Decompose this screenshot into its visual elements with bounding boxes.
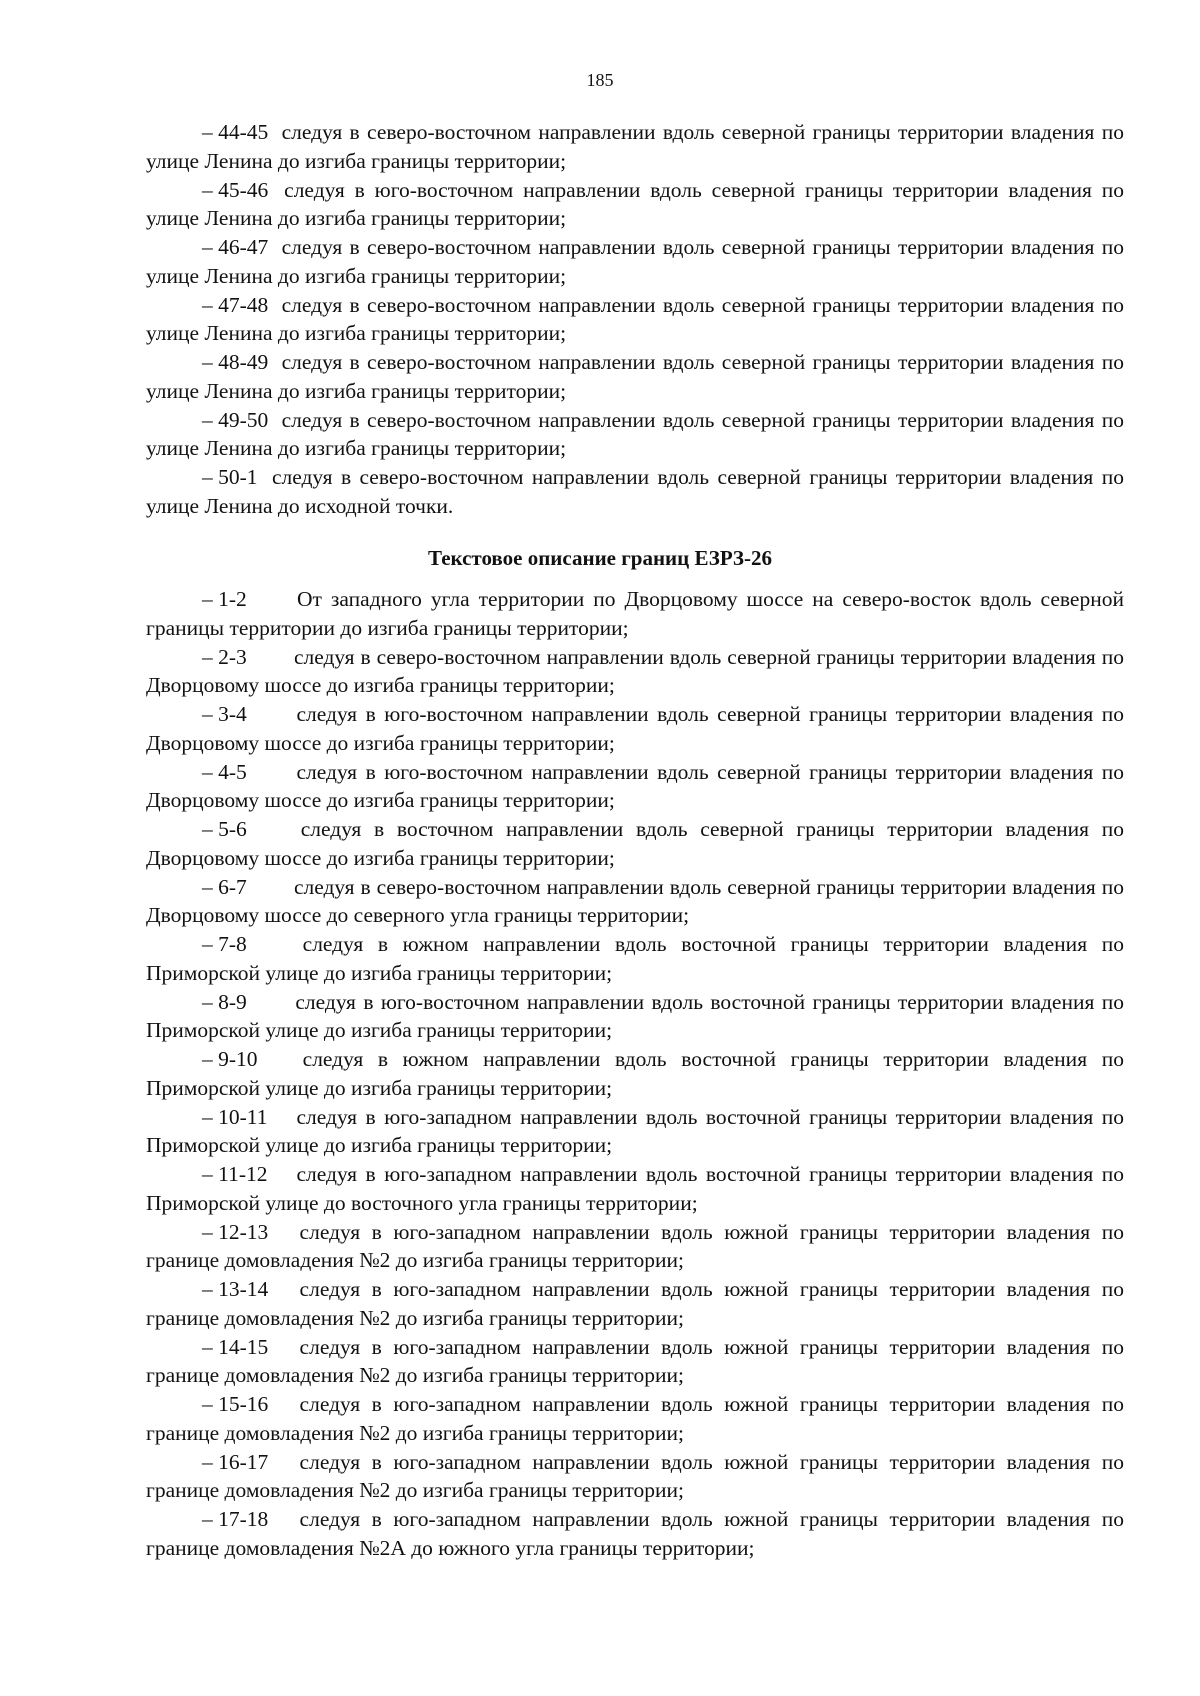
- segment-number: – 46-47: [202, 235, 269, 259]
- boundary-entry: [146, 643, 1124, 700]
- segment-description: следуя в юго-восточном направлении вдоль северной границы территории владения по Дворцовому шоссе до изгиба границы территории;: [146, 702, 1124, 755]
- boundary-entry: [146, 585, 1124, 642]
- segment-description: следуя в юго-восточном направлении вдоль северной границы территории владения по улице Ленина до изгиба границы территории;: [146, 177, 1124, 230]
- segment-number: – 47-48: [202, 292, 269, 317]
- boundary-entry: [146, 1218, 1124, 1275]
- segment-description: следуя в южном направлении вдоль восточной границы территории владения по Приморской улице до изгиба границы территории;: [146, 932, 1124, 985]
- boundary-entry: [146, 291, 1124, 348]
- segment-description: следуя в юго-восточном направлении вдоль восточной границы территории владения по Приморской улице до изгиба границы территории;: [146, 989, 1124, 1042]
- segment-number: – 2-3: [202, 644, 247, 669]
- segment-number: – 50-1: [202, 465, 258, 489]
- segment-number: – 10-11: [202, 1104, 268, 1129]
- boundary-entry: [146, 348, 1124, 405]
- segment-description: следуя в северо-восточном направлении вдоль северной границы территории владения по Дворцовому шоссе до изгиба границы территории;: [146, 644, 1124, 697]
- segment-description: следуя в северо-восточном направлении вдоль северной границы территории владения по улице Ленина до изгиба границы территории;: [146, 235, 1124, 288]
- boundary-entry: [146, 176, 1124, 233]
- segment-number: – 9-10: [202, 1047, 258, 1071]
- boundary-entry: [146, 233, 1124, 290]
- segment-description: следуя в северо-восточном направлении вдоль северной границы территории владения по улице Ленина до исходной точки.: [146, 465, 1124, 518]
- boundary-entry: [146, 1045, 1124, 1102]
- segment-number: – 6-7: [202, 874, 247, 899]
- boundary-entry: [146, 873, 1124, 930]
- segment-number: – 12-13: [202, 1219, 269, 1244]
- boundary-entry: [146, 758, 1124, 815]
- segment-number: – 15-16: [202, 1392, 269, 1416]
- segment-number: – 16-17: [202, 1449, 269, 1474]
- segment-number: – 44-45: [202, 120, 269, 144]
- segment-number: – 1-2: [202, 587, 247, 611]
- segment-description: следуя в северо-восточном направлении вдоль северной границы территории владения по улице Ленина до изгиба границы территории;: [146, 292, 1124, 345]
- segment-number: – 8-9: [202, 989, 247, 1014]
- segment-description: следуя в юго-западном направлении вдоль восточной границы территории владения по Приморской улице до изгиба границы территории;: [146, 1104, 1124, 1157]
- boundary-entry: [146, 700, 1124, 757]
- boundary-entry: [146, 988, 1124, 1045]
- segment-description: следуя в юго-западном направлении вдоль южной границы территории владения по границе домовладения №2 до изгиба границы территории;: [146, 1392, 1124, 1445]
- boundary-entry: [146, 1448, 1124, 1505]
- segment-number: – 17-18: [202, 1507, 269, 1531]
- segment-description: следуя в юго-восточном направлении вдоль северной границы территории владения по Дворцовому шоссе до изгиба границы территории;: [146, 759, 1124, 812]
- segment-number: – 3-4: [202, 702, 247, 726]
- segment-number: – 7-8: [202, 932, 247, 956]
- segment-description: следуя в юго-западном направлении вдоль южной границы территории владения по границе домовладения №2 до изгиба границы территории;: [146, 1449, 1124, 1502]
- segment-description: следуя в юго-западном направлении вдоль южной границы территории владения по границе домовладения №2 до изгиба границы территории;: [146, 1219, 1124, 1272]
- boundary-entry: [146, 1390, 1124, 1447]
- boundary-entry: [146, 463, 1124, 520]
- boundary-list-previous: [146, 118, 1124, 521]
- segment-description: следуя в южном направлении вдоль восточной границы территории владения по Приморской улице до изгиба границы территории;: [146, 1047, 1124, 1100]
- segment-description: следуя в юго-западном направлении вдоль южной границы территории владения по границе домовладения №2А до южного угла границы территории;: [146, 1507, 1124, 1560]
- boundary-entry: [146, 118, 1124, 175]
- segment-description: следуя в северо-восточном направлении вдоль северной границы территории владения по улице Ленина до изгиба границы территории;: [146, 350, 1124, 403]
- segment-description: следуя в юго-западном направлении вдоль южной границы территории владения по границе домовладения №2 до изгиба границы территории;: [146, 1334, 1124, 1387]
- segment-number: – 13-14: [202, 1277, 269, 1301]
- segment-description: следуя в юго-западном направлении вдоль южной границы территории владения по границе домовладения №2 до изгиба границы территории;: [146, 1277, 1124, 1330]
- segment-number: – 5-6: [202, 817, 247, 841]
- segment-number: – 48-49: [202, 350, 269, 374]
- boundary-entry: [146, 1505, 1124, 1562]
- boundary-list-ezrz-26: [146, 585, 1124, 1563]
- segment-number: – 45-46: [202, 177, 269, 202]
- segment-number: – 14-15: [202, 1334, 269, 1359]
- segment-description: следуя в восточном направлении вдоль северной границы территории владения по Дворцовому шоссе до изгиба границы территории;: [146, 817, 1124, 870]
- segment-number: – 11-12: [202, 1162, 268, 1186]
- segment-description: следуя в северо-восточном направлении вдоль северной границы территории владения по Дворцовому шоссе до северного угла границы территории;: [146, 874, 1124, 927]
- boundary-entry: [146, 815, 1124, 872]
- segment-description: От западного угла территории по Дворцовому шоссе на северо-восток вдоль северной границы территории до изгиба границы территории;: [146, 587, 1124, 640]
- section-title: Текстовое описание границ ЕЗРЗ-26: [427, 546, 773, 570]
- boundary-entry: [146, 930, 1124, 987]
- page-number: 185: [586, 70, 614, 90]
- boundary-entry: [146, 1333, 1124, 1390]
- boundary-entry: [146, 1160, 1124, 1217]
- boundary-entry: [146, 1103, 1124, 1160]
- segment-description: следуя в юго-западном направлении вдоль восточной границы территории владения по Приморской улице до восточного угла границы территории;: [146, 1162, 1124, 1215]
- segment-number: – 49-50: [202, 407, 269, 432]
- segment-description: следуя в северо-восточном направлении вдоль северной границы территории владения по улице Ленина до изгиба границы территории;: [146, 120, 1124, 173]
- segment-description: следуя в северо-восточном направлении вдоль северной границы территории владения по улице Ленина до изгиба границы территории;: [146, 407, 1124, 460]
- boundary-entry: [146, 406, 1124, 463]
- boundary-entry: [146, 1275, 1124, 1332]
- segment-number: – 4-5: [202, 759, 247, 784]
